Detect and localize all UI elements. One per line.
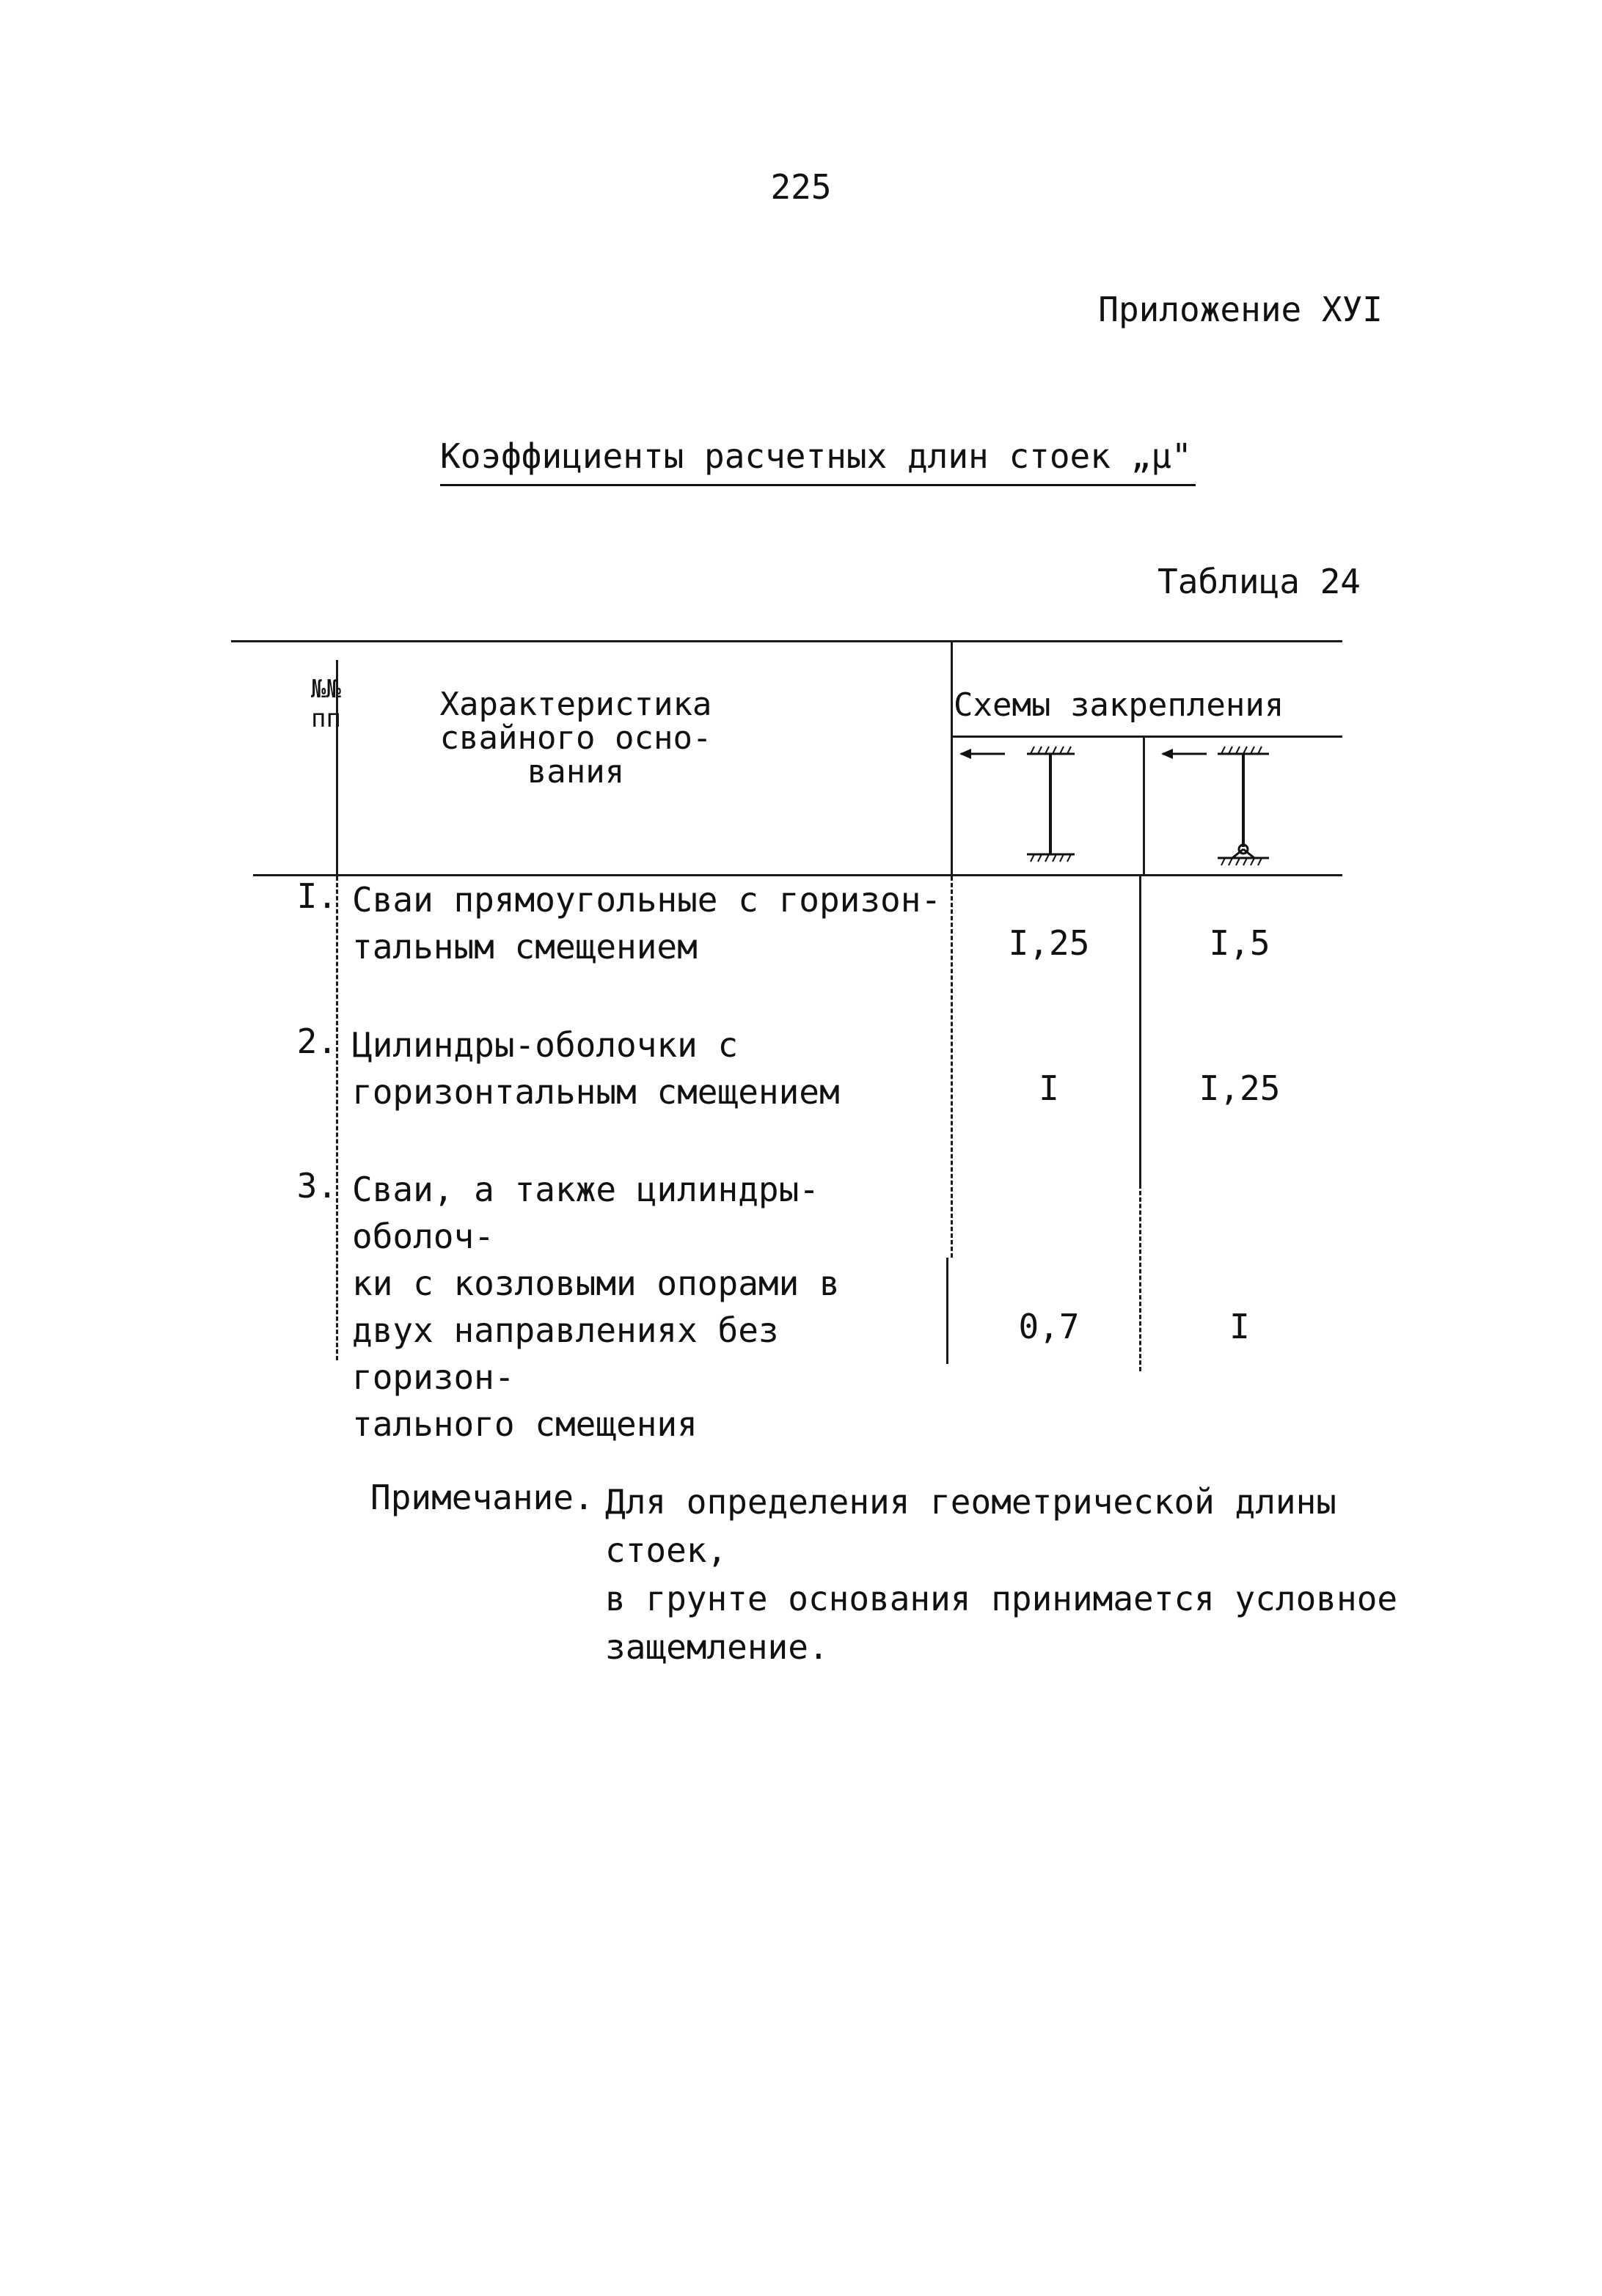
header-number-line2: пп xyxy=(311,704,341,733)
scheme-fixed-fixed-icon xyxy=(954,741,1137,873)
scheme-fixed-pinned-icon xyxy=(1148,741,1339,873)
row-2-number: 2. xyxy=(296,1022,337,1061)
note-text: Для определения геометрической длины стоек, в грунте основания принимается условное защемление. xyxy=(605,1482,1398,1667)
schemes-column-rule xyxy=(1143,736,1145,876)
page-number: 225 xyxy=(770,167,832,207)
schemes-sub-rule xyxy=(951,736,1342,738)
row-1-value-a: I,25 xyxy=(1008,923,1090,963)
row-1-characteristic: Сваи прямоугольные с горизон- тальным смещением xyxy=(352,880,942,967)
header-number-line1: №№ xyxy=(311,675,341,704)
num-column-dash xyxy=(336,876,338,1360)
schemes-column-rule-mid xyxy=(1139,876,1141,1184)
row-2-value-a: I xyxy=(1039,1068,1059,1108)
row-1-value-b: I,5 xyxy=(1209,923,1270,963)
appendix-label: Приложение ХУI xyxy=(1098,290,1383,329)
row-3-value-a: 0,7 xyxy=(1018,1307,1080,1346)
row-1-number: I. xyxy=(296,876,337,916)
header-schemes: Схемы закрепления xyxy=(954,686,1284,724)
row-2-characteristic: Цилиндры-оболочки с горизонтальным смещением xyxy=(352,1025,840,1112)
table-top-rule xyxy=(231,640,1342,642)
row-2-value-b: I,25 xyxy=(1199,1068,1281,1108)
row-3-value-b: I xyxy=(1229,1307,1250,1346)
title-underline xyxy=(440,484,1196,486)
note-label: Примечание. xyxy=(370,1478,594,1517)
page-title: Коэффициенты расчетных длин стоек „μ" xyxy=(440,436,1192,476)
char-column-rule xyxy=(951,640,953,876)
row-3-number: 3. xyxy=(296,1166,337,1206)
header-number xyxy=(290,675,341,733)
table-label: Таблица 24 xyxy=(1157,562,1361,601)
header-characteristic: Характеристика свайного осно- вания xyxy=(439,686,712,791)
row-3-characteristic: Сваи, а также цилиндры-оболоч- ки с козловыми опорами в двух направлениях без горизон- тального смещения xyxy=(352,1170,840,1444)
